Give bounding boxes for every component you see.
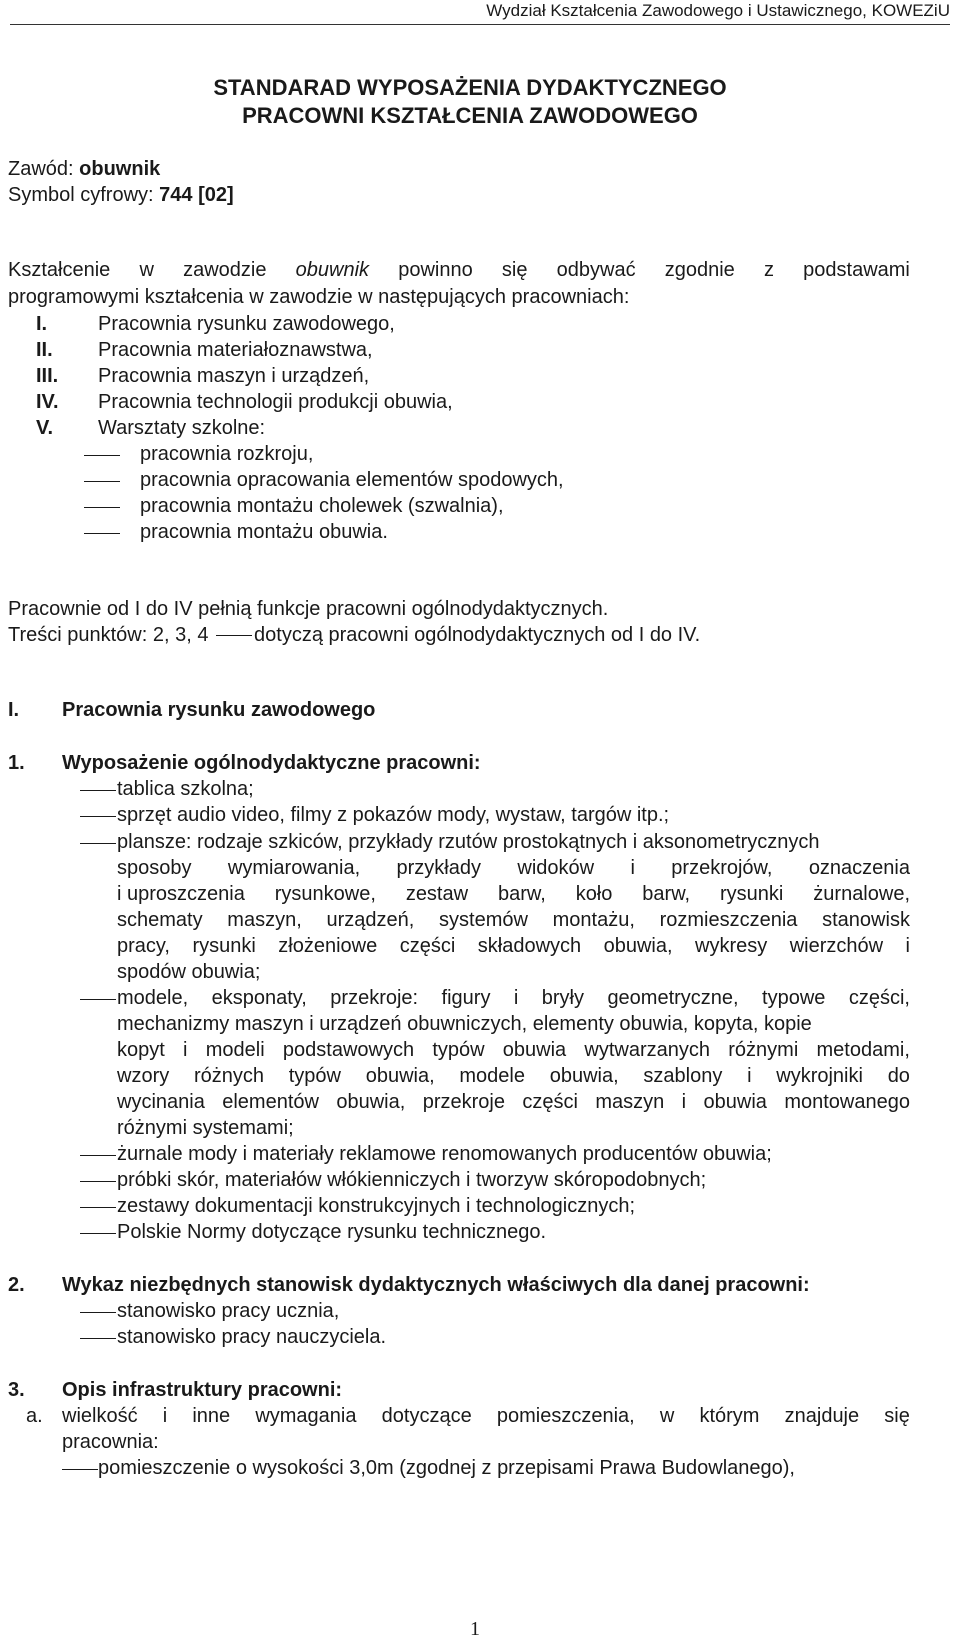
word: pomieszczenia, <box>496 1405 635 1427</box>
word: żurnalowe, <box>813 883 910 905</box>
point1-title: Wyposażenie ogólnodydaktyczne pracowni: <box>62 752 481 774</box>
dash-bullet <box>80 1233 116 1234</box>
word: elementów <box>222 1091 319 1113</box>
word: i <box>513 987 519 1009</box>
header-divider <box>10 24 950 25</box>
document-title-line1: STANDARAD WYPOSAŻENIA DYDAKTYCZNEGO <box>213 75 727 100</box>
word: typów <box>288 1065 341 1087</box>
workshop-item-2: pracownia opracowania elementów spodowych, <box>140 469 564 491</box>
equipment-item-modele-6: różnymi systemami; <box>117 1117 294 1139</box>
note-points: Treści punktów: 2, 3, 4 <box>8 624 209 646</box>
word: rysunki <box>192 935 256 957</box>
word: modele, <box>117 987 189 1009</box>
word: różnymi <box>728 1039 799 1061</box>
word: bryły <box>541 987 584 1009</box>
word: i <box>183 1039 188 1061</box>
dash-bullet <box>80 1207 116 1208</box>
word: szablony <box>643 1065 723 1087</box>
point3-title: Opis infrastruktury pracowni: <box>62 1379 343 1401</box>
word: montażu, <box>552 909 635 931</box>
equipment-item: tablica szkolna; <box>117 778 254 800</box>
word: składowych <box>477 935 582 957</box>
occupation-line <box>8 156 160 182</box>
word: przekroje: <box>330 987 419 1009</box>
equipment-item-modele-5 <box>117 1089 910 1115</box>
equipment-item: sprzęt audio video, filmy z pokazów mody, wystaw, targów itp.; <box>117 804 670 826</box>
word: podstawowych <box>282 1039 415 1061</box>
lab-num-2: II. <box>36 339 53 361</box>
word: i <box>905 935 910 957</box>
symbol-line <box>8 182 234 208</box>
note-line2 <box>8 622 700 648</box>
word: wielkość <box>62 1405 138 1427</box>
lab-num-3: III. <box>36 365 59 387</box>
word: obuwia, <box>603 935 673 957</box>
word: obuwia <box>703 1091 767 1113</box>
word: powinno <box>398 259 473 281</box>
word: rysunkowe, <box>274 883 376 905</box>
lab-name-2: Pracownia materiałoznawstwa, <box>98 339 373 361</box>
word: rozmieszczenia <box>659 909 798 931</box>
word: w <box>139 259 154 281</box>
equipment-item-modele-4 <box>117 1063 910 1089</box>
word: rysunki <box>720 883 784 905</box>
word: wymagania <box>255 1405 357 1427</box>
point1-num: 1. <box>8 752 25 774</box>
word: do <box>887 1065 910 1087</box>
word: eksponaty, <box>211 987 307 1009</box>
workshop-item-4: pracownia montażu obuwia. <box>140 521 388 543</box>
infrastructure-line2: pracownia: <box>62 1431 159 1453</box>
occupation-value: obuwnik <box>79 158 161 180</box>
word: barw, <box>497 883 546 905</box>
word: metodami, <box>816 1039 910 1061</box>
equipment-item: próbki skór, materiałów włókienniczych i tworzyw skóropodobnych; <box>117 1169 707 1191</box>
word: i <box>681 1091 687 1113</box>
symbol-label: Symbol cyfrowy: <box>8 184 154 206</box>
equipment-item: żurnale mody i materiały reklamowe renomowanych producentów obuwia; <box>117 1143 772 1165</box>
word: pracy, <box>117 935 170 957</box>
point2-num: 2. <box>8 1274 25 1296</box>
word: stanowisk <box>822 909 910 931</box>
word: obuwia, <box>549 1065 619 1087</box>
word: przekrojów, <box>671 857 773 879</box>
symbol-value: 744 [02] <box>159 184 234 206</box>
word: zawodzie <box>183 259 267 281</box>
word: wycinania <box>117 1091 205 1113</box>
word: wymiarowania, <box>227 857 361 879</box>
lab-name-1: Pracownia rysunku zawodowego, <box>98 313 395 335</box>
word: schematy <box>117 909 203 931</box>
word: widoków <box>517 857 595 879</box>
word: typów <box>432 1039 485 1061</box>
equipment-item-plansze-3 <box>117 881 910 907</box>
word: maszyn, <box>227 909 302 931</box>
lab-num-5: V. <box>36 417 54 439</box>
word: w <box>659 1405 675 1427</box>
word: maszyn <box>595 1091 665 1113</box>
word: wykresy <box>695 935 768 957</box>
word: sposoby <box>117 857 192 879</box>
word: geometryczne, <box>607 987 739 1009</box>
point3-sub-num: a. <box>26 1405 43 1427</box>
word: przekroje <box>422 1091 505 1113</box>
word: części <box>522 1091 578 1113</box>
word: i <box>162 1405 168 1427</box>
equipment-item-plansze-4 <box>117 907 910 933</box>
word: obuwia <box>502 1039 567 1061</box>
equipment-item: Polskie Normy dotyczące rysunku technicznego. <box>117 1221 547 1243</box>
word: którym <box>699 1405 760 1427</box>
dash-bullet <box>80 1312 116 1313</box>
dash-bullet <box>80 816 116 817</box>
infrastructure-item: pomieszczenie o wysokości 3,0m (zgodnej z przepisami Prawa Budowlanego), <box>98 1457 795 1479</box>
point3-num: 3. <box>8 1379 25 1401</box>
dash-bullet <box>80 1181 116 1182</box>
workshop-item-3: pracownia montażu cholewek (szwalnia), <box>140 495 504 517</box>
word: obuwia, <box>365 1065 435 1087</box>
word: figury <box>441 987 491 1009</box>
word: wytwarzanych <box>584 1039 711 1061</box>
document-title-line2: PRACOWNI KSZTAŁCENIA ZAWODOWEGO <box>242 103 698 128</box>
word: odbywać <box>556 259 636 281</box>
occupation-label: Zawód: <box>8 158 74 180</box>
word: dotyczące <box>381 1405 472 1427</box>
word: złożeniowe <box>278 935 378 957</box>
dash-bullet <box>80 1338 116 1339</box>
word: zestaw <box>405 883 469 905</box>
word: inne <box>192 1405 231 1427</box>
equipment-item-modele-3 <box>117 1037 910 1063</box>
word: i uproszczenia <box>117 883 245 905</box>
page-header: Wydział Kształcenia Zawodowego i Ustawicznego, KOWEZiU <box>486 1 950 20</box>
dash-bullet <box>80 843 116 844</box>
word: zgodnie <box>664 259 735 281</box>
word: wierzchów <box>789 935 884 957</box>
note-line1: Pracownie od I do IV pełnią funkcje pracowni ogólnodydaktycznych. <box>8 598 609 620</box>
equipment-item-modele <box>117 985 910 1011</box>
equipment-item-plansze-2 <box>117 855 910 881</box>
word: wykrojniki <box>776 1065 863 1087</box>
word: różnych <box>193 1065 264 1087</box>
dash-bullet <box>62 1469 98 1470</box>
infrastructure-line1 <box>62 1403 910 1429</box>
point2-title: Wykaz niezbędnych stanowisk dydaktycznych właściwych dla danej pracowni: <box>62 1274 810 1296</box>
word: modele <box>459 1065 525 1087</box>
equipment-item: zestawy dokumentacji konstrukcyjnych i technologicznych; <box>117 1195 636 1217</box>
dash-bullet <box>84 481 120 482</box>
equipment-item-plansze-5 <box>117 933 910 959</box>
word: Kształcenie <box>8 259 111 281</box>
word: urządzeń, <box>326 909 415 931</box>
dash-bullet <box>216 635 252 636</box>
word: podstawami <box>803 259 910 281</box>
word: oznaczenia <box>808 857 910 879</box>
dash-bullet <box>84 533 120 534</box>
equipment-item-plansze-6: spodów obuwia; <box>117 961 261 983</box>
word: i <box>747 1065 752 1087</box>
section-num: I. <box>8 699 20 721</box>
word: części, <box>848 987 910 1009</box>
word: się <box>884 1405 910 1427</box>
word: barw, <box>642 883 691 905</box>
occupation-italic: obuwnik <box>295 259 370 281</box>
lab-num-1: I. <box>36 313 48 335</box>
lab-name-3: Pracownia maszyn i urządzeń, <box>98 365 370 387</box>
lab-num-4: IV. <box>36 391 59 413</box>
workshop-item-1: pracownia rozkroju, <box>140 443 314 465</box>
word: koło <box>575 883 613 905</box>
lab-name-5: Warsztaty szkolne: <box>98 417 266 439</box>
word: kopyt <box>117 1039 165 1061</box>
station-item: stanowisko pracy nauczyciela. <box>117 1326 387 1348</box>
dash-bullet <box>80 790 116 791</box>
word: obuwia, <box>336 1091 406 1113</box>
equipment-item-plansze: plansze: rodzaje szkiców, przykłady rzutów prostokątnych i aksonometrycznych <box>117 831 820 853</box>
word: i <box>630 857 635 879</box>
equipment-item-modele-2: mechanizmy maszyn i urządzeń obuwniczych, elementy obuwia, kopyta, kopie <box>117 1013 812 1035</box>
intro-line2: programowymi kształcenia w zawodzie w następujących pracowniach: <box>8 286 630 308</box>
word: typowe <box>762 987 826 1009</box>
word: systemów <box>439 909 528 931</box>
word: znajduje <box>784 1405 860 1427</box>
dash-bullet <box>80 1155 116 1156</box>
dash-bullet <box>84 455 120 456</box>
word: montowanego <box>784 1091 910 1113</box>
intro-line1 <box>8 257 910 283</box>
word: wzory <box>117 1065 170 1087</box>
note-scope: dotyczą pracowni ogólnodydaktycznych od I do IV. <box>254 624 701 646</box>
page-number: 1 <box>470 1618 480 1640</box>
station-item: stanowisko pracy ucznia, <box>117 1300 340 1322</box>
word: się <box>501 259 528 281</box>
lab-name-4: Pracownia technologii produkcji obuwia, <box>98 391 453 413</box>
word: części <box>399 935 456 957</box>
word: przykłady <box>396 857 481 879</box>
word: z <box>763 259 774 281</box>
dash-bullet <box>84 507 120 508</box>
word: modeli <box>205 1039 265 1061</box>
dash-bullet <box>80 999 116 1000</box>
section-title: Pracownia rysunku zawodowego <box>62 699 376 721</box>
